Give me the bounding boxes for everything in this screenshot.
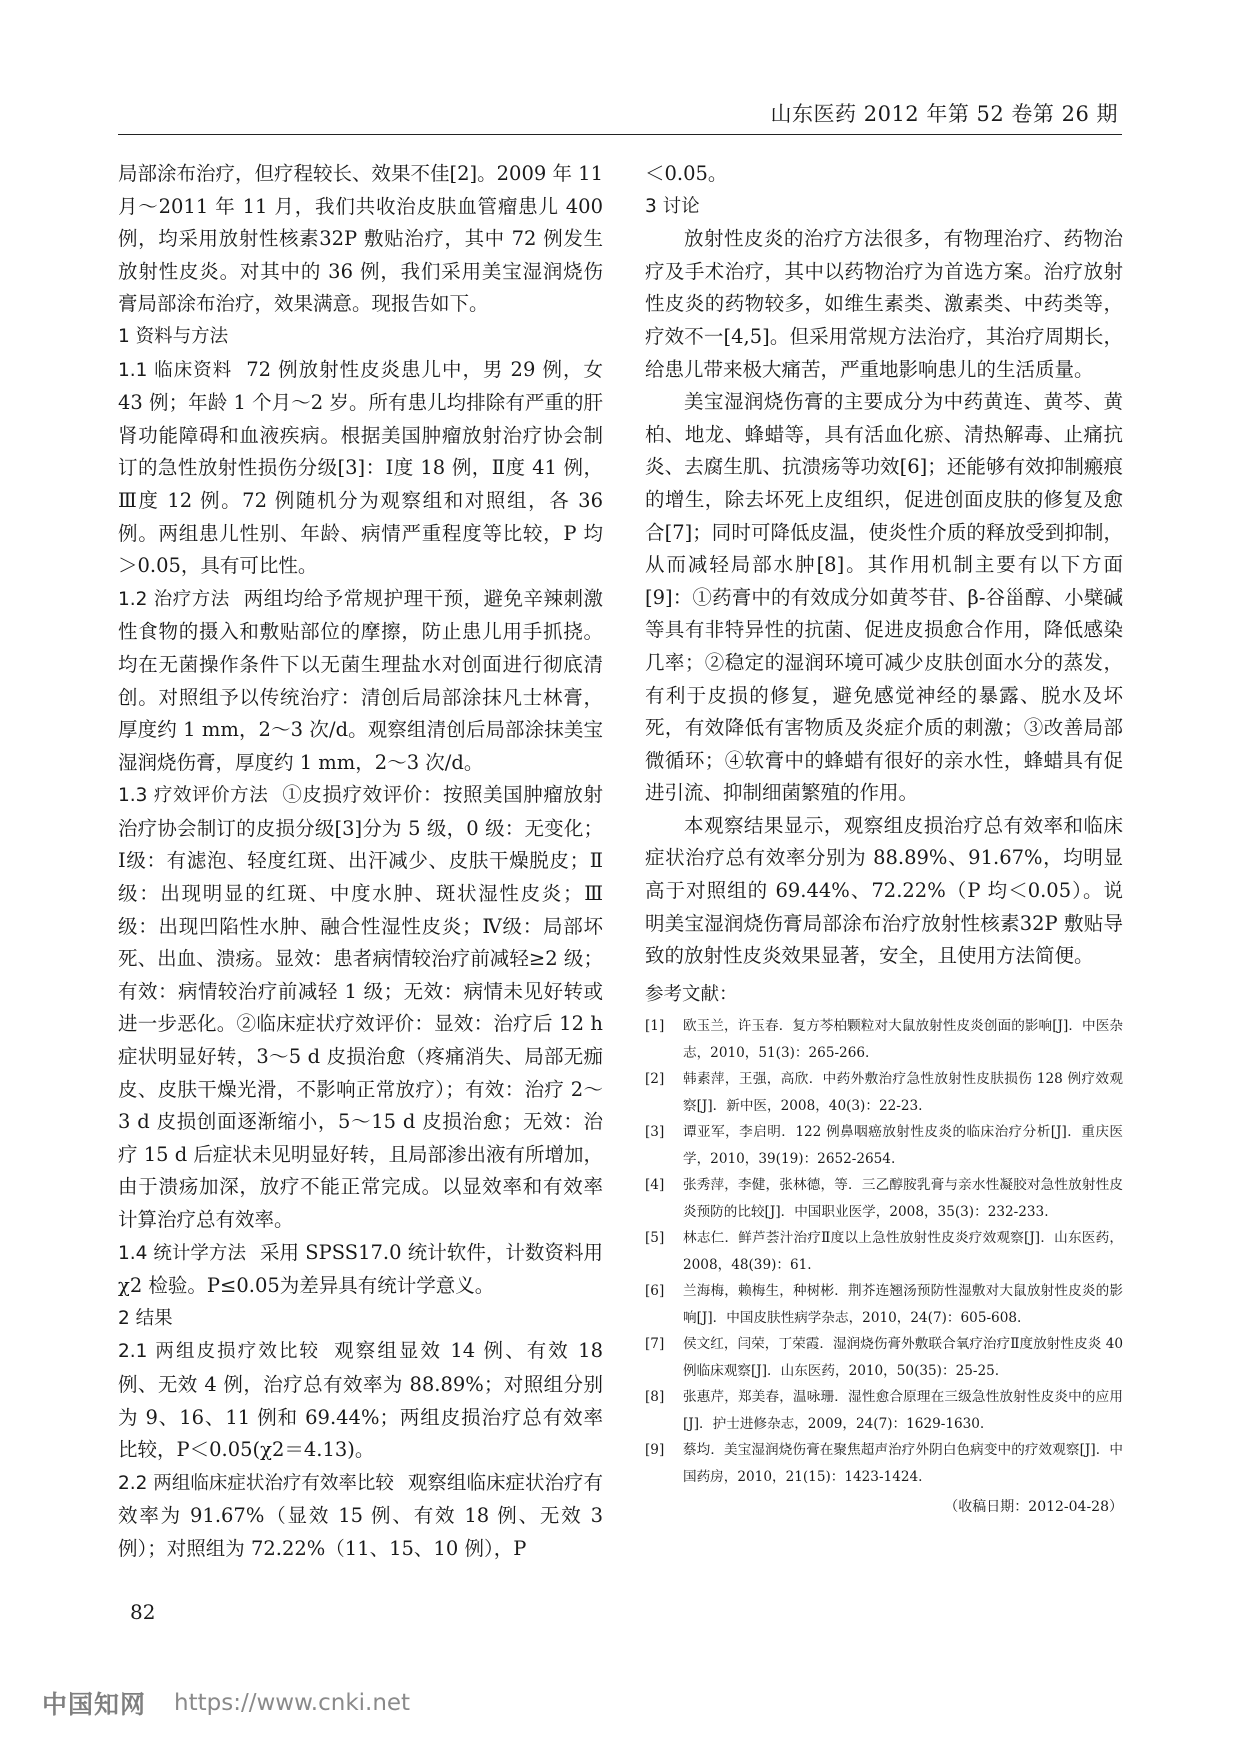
section-2-2-title: 2.2 两组临床症状治疗有效率比较 — [118, 1472, 394, 1494]
section-1-1-text: 72 例放射性皮炎患儿中，男 29 例，女 43 例；年龄 1 个月～2 岁。所有患儿均排除有严重的肝肾功能障碍和血液疾病。根据美国肿瘤放射治疗协会制订的急性放射性损伤分级[3]：Ⅰ度 18 例，Ⅱ度 41 例，Ⅲ度 12 例。72 例随机分为观察组和对照组，各 36 例。两组患儿性别、年龄、病情严重程度等比较，P 均＞0.05，具有可比性。 — [118, 357, 603, 578]
section-2-2-text: 观察组临床症状治疗有效率为 91.67%（显效 15 例、有效 18 例、无效 3 例）；对照组为 72.22%（11、15、10 例），P — [118, 1470, 603, 1560]
reference-number: [6] — [645, 1283, 665, 1300]
reference-item — [645, 1437, 1123, 1490]
reference-number: [4] — [645, 1177, 665, 1194]
reference-text: 谭亚军，李启明．122 例鼻咽癌放射性皮炎的临床治疗分析[J]．重庆医学，2010，39(19)：2652-2654. — [683, 1124, 1123, 1167]
continued-text: ＜0.05。 — [645, 162, 728, 185]
reference-item — [645, 1172, 1123, 1225]
reference-number: [3] — [645, 1124, 665, 1141]
section-1-1-title: 1.1 临床资料 — [118, 359, 233, 381]
section-2-1-text: 观察组显效 14 例、有效 18 例、无效 4 例，治疗总有效率为 88.89%；对照组分别为 9、16、11 例和 69.44%；两组皮损治疗总有效率比较，P＜0.05(χ2＝4.13)。 — [118, 1339, 603, 1462]
reference-text: 韩素萍，王强，高欣．中药外敷治疗急性放射性皮肤损伤 128 例疗效观察[J]．新中医，2008，40(3)：22-23. — [683, 1071, 1123, 1114]
reference-number: [2] — [645, 1071, 665, 1088]
page-number: 82 — [130, 1600, 156, 1624]
reference-text: 张惠芹，郑美春，温咏珊．湿性愈合原理在三级急性放射性皮炎中的应用[J]．护士进修杂志，2009，24(7)：1629-1630. — [683, 1389, 1123, 1432]
reference-item — [645, 1384, 1123, 1437]
references-title: 参考文献： — [645, 983, 738, 1005]
journal-header: 山东医药 2012 年第 52 卷第 26 期 — [770, 102, 1118, 126]
section-1-4-title: 1.4 统计学方法 — [118, 1242, 246, 1264]
reference-item — [645, 1066, 1123, 1119]
reference-item — [645, 1119, 1123, 1172]
discussion-paragraph-3: 本观察结果显示，观察组皮损治疗总有效率和临床症状治疗总有效率分别为 88.89%、91.67%，均明显高于对照组的 69.44%、72.22%（P 均＜0.05）。说明美宝湿润烧伤膏局部涂布治疗放射性核素32P 敷贴导致的放射性皮炎效果显著，安全，且使用方法简便。 — [645, 813, 1123, 968]
section-1-1 — [118, 354, 603, 583]
section-1-2-title: 1.2 治疗方法 — [118, 588, 230, 610]
reference-number: [7] — [645, 1336, 665, 1353]
reference-item — [645, 1225, 1123, 1278]
header-rule — [118, 134, 1122, 135]
reference-item — [645, 1278, 1123, 1331]
right-column — [645, 158, 1123, 1522]
section-1-2-text: 两组均给予常规护理干预，避免辛辣刺激性食物的摄入和敷贴部位的摩擦，防止患儿用手抓挠。均在无菌操作条件下以无菌生理盐水对创面进行彻底清创。对照组予以传统治疗：清创后局部涂抹凡士林膏，厚度约 1 mm，2～3 次/d。观察组清创后局部涂抹美宝湿润烧伤膏，厚度约 1 mm，2～3 次/d。 — [118, 586, 603, 774]
reference-item — [645, 1331, 1123, 1384]
section-2-2 — [118, 1467, 603, 1566]
reference-text: 蔡均．美宝湿润烧伤膏在聚焦超声治疗外阴白色病变中的疗效观察[J]．中国药房，2010，21(15)：1423-1424. — [683, 1442, 1123, 1485]
reference-number: [8] — [645, 1389, 665, 1406]
section-1-3-title: 1.3 疗效评价方法 — [118, 785, 269, 807]
intro-paragraph: 局部涂布治疗，但疗程较长、效果不佳[2]。2009 年 11 月～2011 年 11 月，我们共收治皮肤血管瘤患儿 400 例，均采用放射性核素32P 敷贴治疗，其中 72 例发生放射性皮炎。对其中的 36 例，我们采用美宝湿润烧伤膏局部涂布治疗，效果满意。现报告如下。 — [118, 162, 603, 316]
reference-item — [645, 1013, 1123, 1066]
reference-text: 欧玉兰，许玉春．复方芩柏颗粒对大鼠放射性皮炎创面的影响[J]．中医杂志，2010，51(3)：265-266. — [683, 1018, 1123, 1061]
section-1-3 — [118, 779, 603, 1236]
received-date: （收稿日期：2012-04-28） — [944, 1499, 1123, 1516]
section-3-heading: 3 讨论 — [645, 195, 700, 217]
reference-number: [1] — [645, 1018, 665, 1035]
section-1-heading: 1 资料与方法 — [118, 325, 229, 347]
discussion-paragraph-2: 美宝湿润烧伤膏的主要成分为中药黄连、黄芩、黄柏、地龙、蜂蜡等，具有活血化瘀、清热解毒、止痛抗炎、去腐生肌、抗溃疡等功效[6]；还能够有效抑制瘢痕的增生，除去坏死上皮组织，促进创面皮肤的修复及愈合[7]；同时可降低皮温，使炎性介质的释放受到抑制，从而减轻局部水肿[8]。其作用机制主要有以下方面[9]：①药膏中的有效成分如黄芩苷、β-谷甾醇、小檗碱等具有非特异性的抗菌、促进皮损愈合作用，降低感染几率；②稳定的湿润环境可减少皮肤创面水分的蒸发，有利于皮损的修复，避免感觉神经的暴露、脱水及坏死，有效降低有害物质及炎症介质的刺激；③改善局部微循环；④软膏中的蜂蜡有很好的亲水性，蜂蜡具有促进引流、抑制细菌繁殖的作用。 — [645, 390, 1123, 805]
section-1-4-text: 采用 SPSS17.0 统计软件，计数资料用χ2 检验。P≤0.05为差异具有统计学意义。 — [118, 1240, 603, 1298]
reference-number: [5] — [645, 1230, 665, 1247]
reference-text: 兰海梅，赖梅生，种树彬．荆芥连翘汤预防性湿敷对大鼠放射性皮炎的影响[J]．中国皮肤性病学杂志，2010，24(7)：605-608. — [683, 1283, 1123, 1326]
section-2-heading: 2 结果 — [118, 1307, 173, 1329]
section-2-1-title: 2.1 两组皮损疗效比较 — [118, 1341, 321, 1363]
reference-text: 林志仁．鲜芦荟汁治疗Ⅱ度以上急性放射性皮炎疗效观察[J]．山东医药，2008，48(39)：61. — [683, 1230, 1123, 1273]
reference-number: [9] — [645, 1442, 665, 1459]
section-1-4 — [118, 1237, 603, 1303]
left-column — [118, 158, 603, 1566]
references-list — [645, 1013, 1123, 1490]
section-1-2 — [118, 583, 603, 780]
cnki-url: https://www.cnki.net — [174, 1690, 411, 1716]
reference-text: 侯文红，闫荣，丁荣霞．湿润烧伤膏外敷联合氧疗治疗Ⅱ度放射性皮炎 40 例临床观察[J]．山东医药，2010，50(35)：25-25. — [683, 1336, 1123, 1379]
section-2-1 — [118, 1335, 603, 1466]
cnki-watermark — [42, 1685, 410, 1721]
reference-text: 张秀萍，李健，张林德，等．三乙醇胺乳膏与亲水性凝胶对急性放射性皮炎预防的比较[J]．中国职业医学，2008，35(3)：232-233. — [683, 1177, 1123, 1220]
discussion-paragraph-1: 放射性皮炎的治疗方法很多，有物理治疗、药物治疗及手术治疗，其中以药物治疗为首选方案。治疗放射性皮炎的药物较多，如维生素类、激素类、中药类等，疗效不一[4,5]。但采用常规方法治疗，其治疗周期长，给患儿带来极大痛苦，严重地影响患儿的生活质量。 — [645, 227, 1123, 381]
section-1-3-text: ①皮损疗效评价：按照美国肿瘤放射治疗协会制订的皮损分级[3]分为 5 级，0 级：无变化；Ⅰ级：有滤泡、轻度红斑、出汗减少、皮肤干燥脱皮；Ⅱ级：出现明显的红斑、中度水肿、斑状湿性皮炎；Ⅲ级：出现凹陷性水肿、融合性湿性皮炎；Ⅳ级：局部坏死、出血、溃疡。显效：患者病情较治疗前减轻≥2 级；有效：病情较治疗前减轻 1 级；无效：病情未见好转或进一步恶化。②临床症状疗效评价：显效：治疗后 12 h 症状明显好转，3～5 d 皮损治愈（疼痛消失、局部无痂皮、皮肤干燥光滑，不影响正常放疗）；有效：治疗 2～3 d 皮损创面逐渐缩小，5～15 d 皮损治愈；无效：治疗 15 d 后症状未见明显好转，且局部渗出液有所增加，由于溃疡加深，放疗不能正常完成。以显效率和有效率计算治疗总有效率。 — [118, 783, 603, 1231]
cnki-logo: 中国知网 — [42, 1690, 147, 1719]
